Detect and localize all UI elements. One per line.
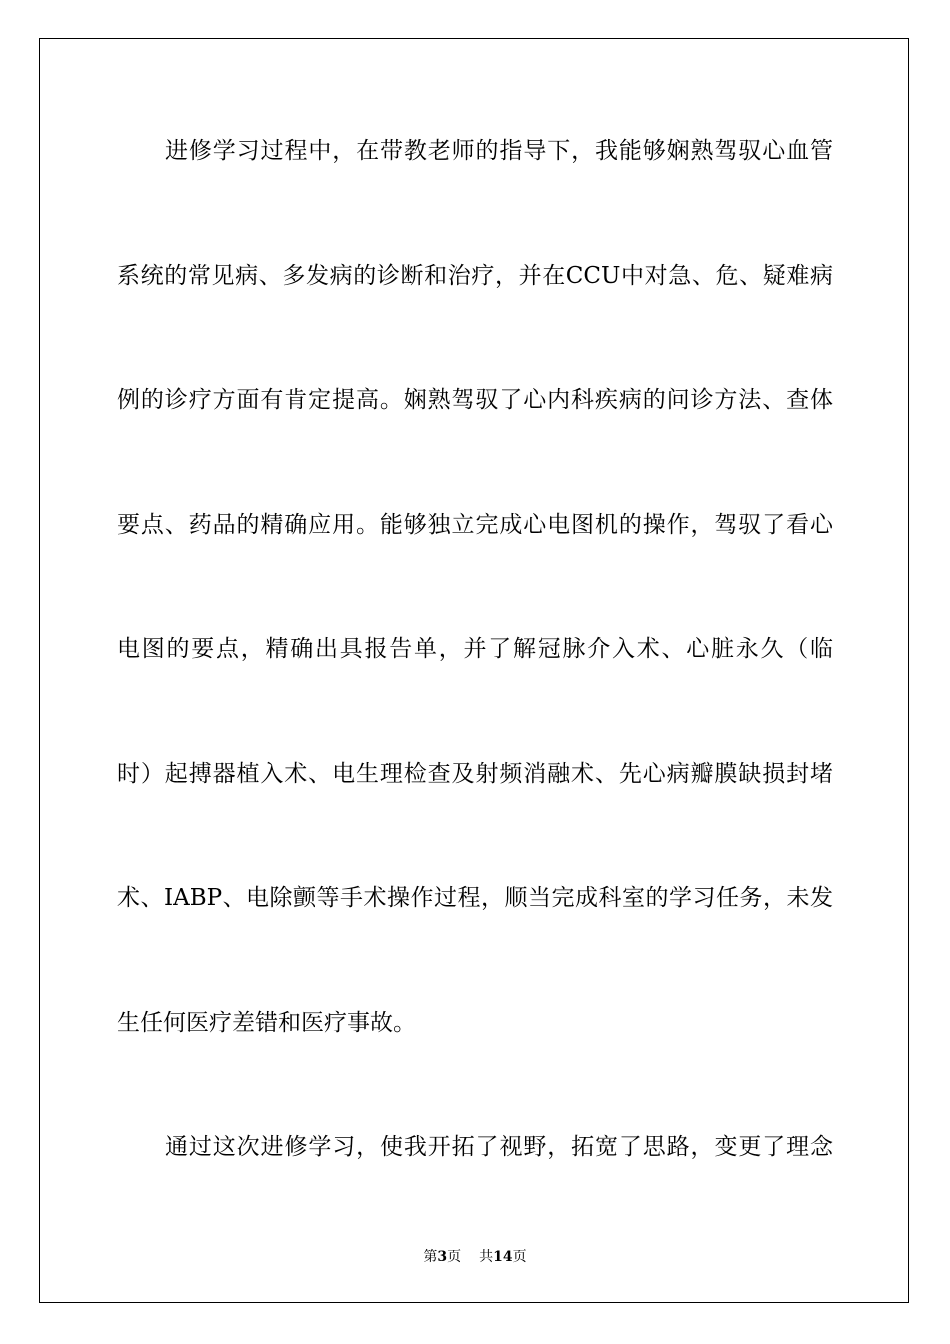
page-footer (0, 1247, 950, 1267)
footer-page-number: 3 (437, 1249, 448, 1265)
paragraph-1-line-4: 要点、药品的精确应用。能够独立完成心电图机的操作，驾驭了看心 (117, 512, 833, 538)
footer-total-pages: 14 (493, 1249, 513, 1265)
footer-page-suffix: 页 (447, 1249, 462, 1265)
paragraph-1-line-3: 例的诊疗方面有肯定提高。娴熟驾驭了心内科疾病的问诊方法、查体 (117, 387, 833, 413)
paragraph-1-line-5: 电图的要点，精确出具报告单，并了解冠脉介入术、心脏永久（临 (117, 636, 833, 662)
footer-total-suffix: 页 (512, 1249, 527, 1265)
paragraph-1-line-1: 进修学习过程中，在带教老师的指导下，我能够娴熟驾驭心血管 (165, 138, 833, 164)
paragraph-1-line-7: 术、IABP、电除颤等手术操作过程，顺当完成科室的学习任务，未发 (117, 885, 833, 911)
footer-page-prefix: 第 (423, 1249, 438, 1265)
paragraph-1-line-8: 生任何医疗差错和医疗事故。 (117, 1010, 416, 1036)
paragraph-1-line-2: 系统的常见病、多发病的诊断和治疗，并在CCU中对急、危、疑难病 (117, 263, 833, 289)
paragraph-1-line-6: 时）起搏器植入术、电生理检查及射频消融术、先心病瓣膜缺损封堵 (117, 761, 833, 787)
page-border (39, 38, 909, 1303)
footer-total-prefix: 共 (479, 1249, 494, 1265)
paragraph-2-line-1: 通过这次进修学习，使我开拓了视野，拓宽了思路，变更了理念 (165, 1134, 833, 1160)
